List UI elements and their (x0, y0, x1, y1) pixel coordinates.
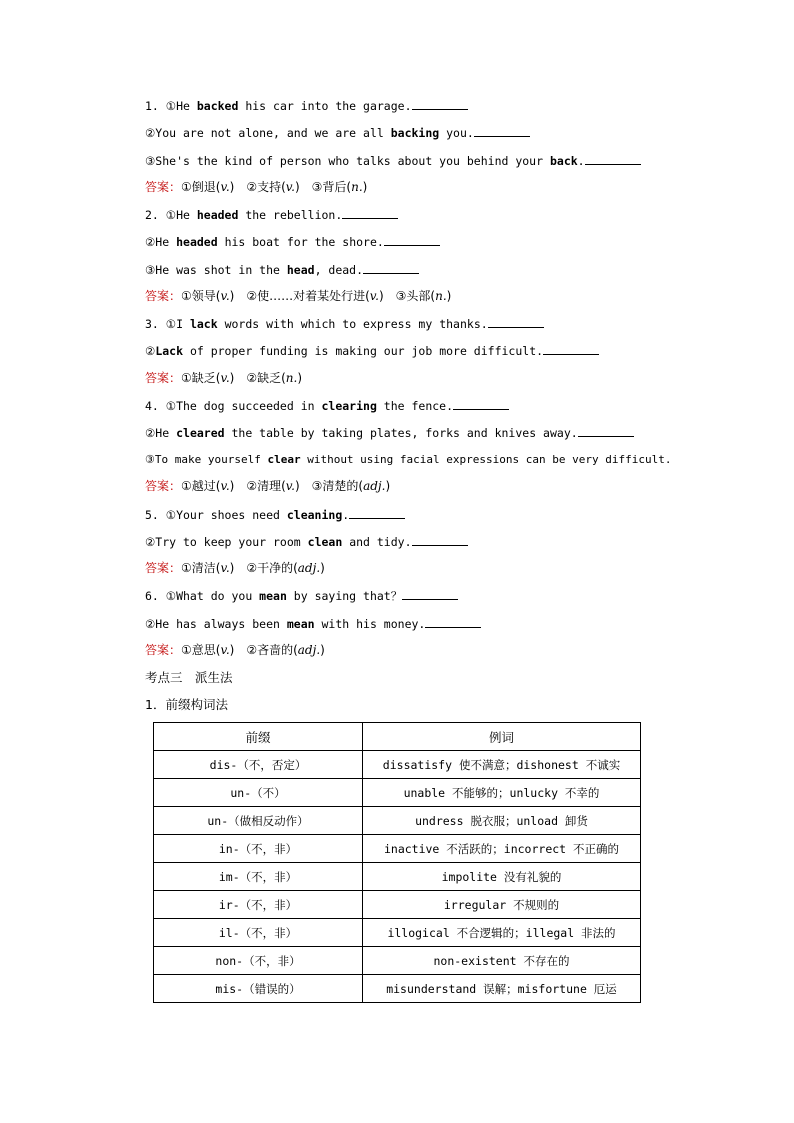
question-line: 3. ①I lack words with which to express my thanks. (145, 315, 544, 333)
prefix-cell: ir-（不，非） (154, 891, 363, 919)
table-header-row (154, 723, 641, 751)
answer-line: 答案：①缺乏(v.) ②缺乏(n.) (145, 371, 303, 385)
answer-blank[interactable] (412, 97, 468, 110)
example-cell: impolite 没有礼貌的 (363, 863, 641, 891)
prefix-cell: dis-（不，否定） (154, 751, 363, 779)
answer-blank[interactable] (384, 233, 440, 246)
question-line: ③To make yourself clear without using facial expressions can be very difficult. (145, 453, 672, 466)
question-line: 2. ①He headed the rebellion. (145, 206, 398, 224)
example-cell: non-existent 不存在的 (363, 947, 641, 975)
question-line: ②Lack of proper funding is making our job more difficult. (145, 342, 599, 360)
prefix-table (153, 722, 641, 1003)
prefix-cell: mis-（错误的） (154, 975, 363, 1003)
column-header-prefix: 前缀 (154, 723, 363, 751)
table-row (154, 919, 641, 947)
answer-blank[interactable] (363, 261, 419, 274)
answer-blank[interactable] (585, 152, 641, 165)
answer-blank[interactable] (543, 342, 599, 355)
answer-blank[interactable] (349, 506, 405, 519)
answer-blank[interactable] (578, 424, 634, 437)
column-header-examples: 例词 (363, 723, 641, 751)
question-line: ②He headed his boat for the shore. (145, 233, 440, 251)
section-title: 考点三 派生法 (145, 670, 233, 685)
answer-blank[interactable] (453, 397, 509, 410)
table-row (154, 751, 641, 779)
table-row (154, 947, 641, 975)
question-line: 6. ①What do you mean by saying that？ (145, 587, 458, 605)
example-cell: illogical 不合逻辑的；illegal 非法的 (363, 919, 641, 947)
question-line: ②You are not alone, and we are all backing you. (145, 124, 530, 142)
prefix-cell: il-（不，非） (154, 919, 363, 947)
question-line: ②Try to keep your room clean and tidy. (145, 533, 468, 551)
answer-blank[interactable] (474, 124, 530, 137)
answer-blank[interactable] (402, 587, 458, 600)
answer-line: 答案：①领导(v.) ②使……对着某处行进(v.) ③头部(n.) (145, 289, 452, 303)
answer-line: 答案：①倒退(v.) ②支持(v.) ③背后(n.) (145, 180, 368, 194)
table-row (154, 891, 641, 919)
question-line: 5. ①Your shoes need cleaning. (145, 506, 405, 524)
prefix-cell: im-（不，非） (154, 863, 363, 891)
prefix-cell: non-（不，非） (154, 947, 363, 975)
answer-blank[interactable] (412, 533, 468, 546)
prefix-cell: un-（不） (154, 779, 363, 807)
question-line: ③She's the kind of person who talks about you behind your back. (145, 152, 641, 170)
answer-blank[interactable] (425, 615, 481, 628)
prefix-cell: un-（做相反动作） (154, 807, 363, 835)
answer-line: 答案：①清洁(v.) ②干净的(adj.) (145, 561, 325, 575)
example-cell: inactive 不活跃的；incorrect 不正确的 (363, 835, 641, 863)
table-row (154, 863, 641, 891)
question-line: 4. ①The dog succeeded in clearing the fence. (145, 397, 509, 415)
table-row (154, 779, 641, 807)
example-cell: misunderstand 误解；misfortune 厄运 (363, 975, 641, 1003)
question-line: ②He has always been mean with his money. (145, 615, 481, 633)
table-row (154, 835, 641, 863)
answer-blank[interactable] (342, 206, 398, 219)
table-row (154, 807, 641, 835)
answer-line: 答案：①越过(v.) ②清理(v.) ③清楚的(adj.) (145, 479, 391, 493)
subsection-title: 1．前缀构词法 (145, 697, 228, 712)
example-cell: dissatisfy 使不满意；dishonest 不诚实 (363, 751, 641, 779)
question-line: 1. ①He backed his car into the garage. (145, 97, 468, 115)
example-cell: undress 脱衣服；unload 卸货 (363, 807, 641, 835)
answer-blank[interactable] (488, 315, 544, 328)
table-row (154, 975, 641, 1003)
answer-line: 答案：①意思(v.) ②吝啬的(adj.) (145, 643, 325, 657)
prefix-cell: in-（不，非） (154, 835, 363, 863)
example-cell: irregular 不规则的 (363, 891, 641, 919)
question-line: ②He cleared the table by taking plates, forks and knives away. (145, 424, 634, 442)
question-line: ③He was shot in the head, dead. (145, 261, 419, 279)
example-cell: unable 不能够的；unlucky 不幸的 (363, 779, 641, 807)
